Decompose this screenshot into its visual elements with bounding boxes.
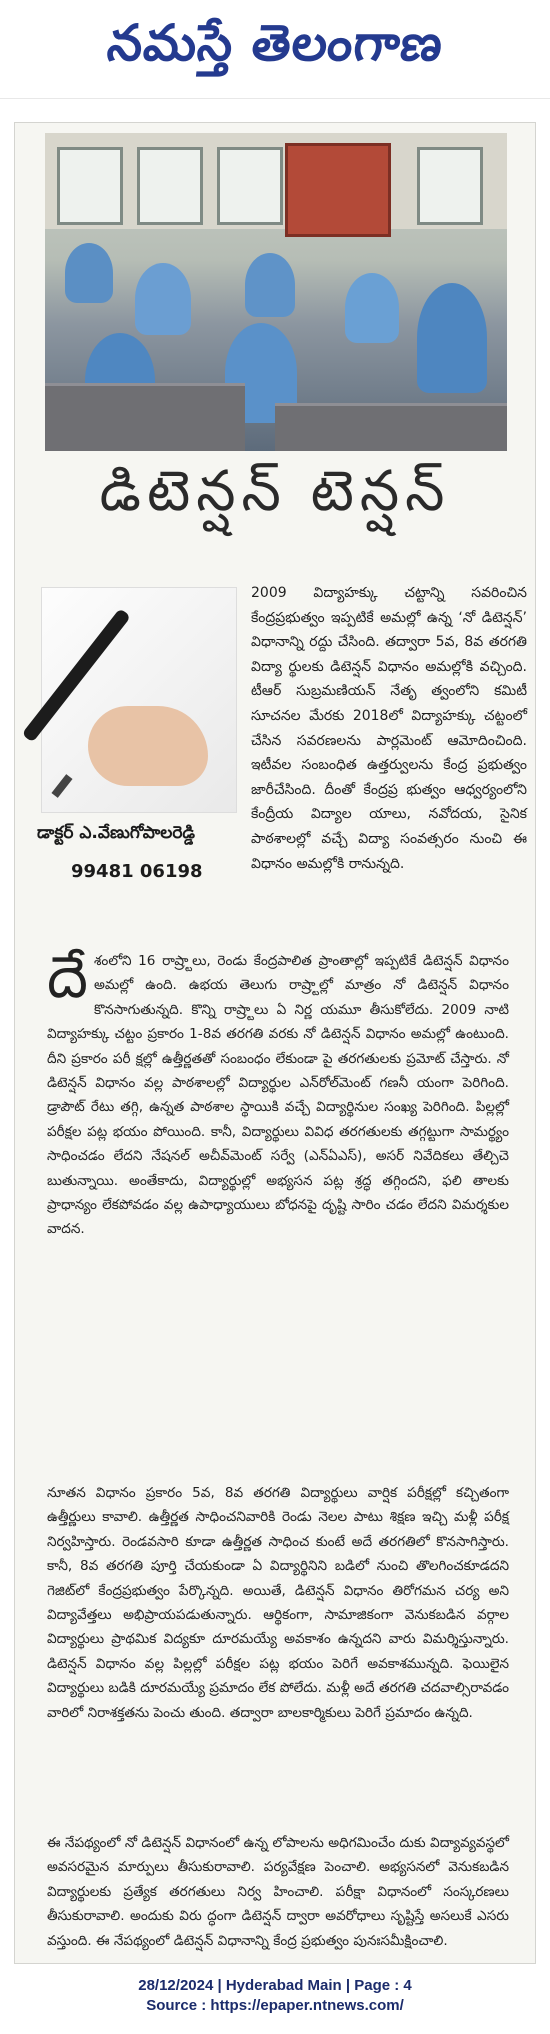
masthead [0, 0, 550, 99]
author-photo [41, 587, 237, 813]
author-name: డాక్టర్ ఎ.వేణుగోపాలరెడ్డి [37, 823, 195, 843]
source-link[interactable]: Source : https://epaper.ntnews.com/ [146, 1997, 404, 2014]
classroom-photo [45, 133, 507, 451]
article-paragraph: నూతన విధానం ప్రకారం 5వ, 8వ తరగతి విద్యార్థులు వార్షిక పరీక్షల్లో కచ్చితంగా ఉత్తీర్ణులు కావాలి. ఉత్తీర్ణత సాధించనివారికి రెండు నెలల పాటు శిక్షణ ఇచ్చి మళ్లీ పరీక్ష నిర్వహిస్తారు. రెండవసారి కూడా ఉత్తీర్ణత సాధించ కుంటే అదే తరగతిలో కొనసాగిస్తారు. కానీ, 8వ తరగతి పూర్తి చేయకుండా ఏ విద్యార్థినిని బడిలో నుంచి తొలగించకూడదని గెజిట్‌లో కేంద్రప్రభుత్వం పేర్కొన్నది. అయితే, డిటెన్షన్ విధానం తిరోగమన చర్య అని విద్యావేత్తలు అభిప్రాయపడుతున్నారు. ఆర్థికంగా, సామాజికంగా వెనుకబడిన వర్గాల విద్యార్థులు ప్రాథమిక విద్యకూ దూరమయ్యే అవకాశం ఉన్నదని వారు విమర్శిస్తున్నారు. డిటెన్షన్ విధానం వల్ల పిల్లల్లో పరీక్షల పట్ల భయం పెరిగే అవకాశమున్నది. ఫెయిలైన విద్యార్థులు బడికి దూరమయ్యే ప్రమాదం లేక పోలేదు. మళ్లీ అదే తరగతి చదవాల్సిరావడం వారిలో నిరాశక్తతను పెంచు తుంది. తద్వారా బాలకార్మికులు పెరిగే ప్రమాదం ఉన్నది. [47, 1485, 509, 1721]
edition-info: 28/12/2024 | Hyderabad Main | Page : 4 [138, 1977, 412, 1994]
drop-cap: దే [47, 943, 88, 1011]
paragraph-text: శంలోని 16 రాష్ర్టాలు, రెండు కేంద్రపాలిత ప్రాంతాల్లో ఇప్పటికే డిటెన్షన్ విధానం అమల్లో ఉంది. ఉభయ తెలుగు రాష్ర్టాల్లో మాత్రం నో డిటెన్షన్ విధానం కొనసాగుతున్నది. కొన్ని రాష్ర్టాలు ఏ నిర్ణ యమూ తీసుకోలేదు. 2009 నాటి విద్యాహక్కు చట్టం ప్రకారం 1-8వ తరగతి వరకు నో డిటెన్షన్ విధానం అమల్లో ఉంటుంది. దీని ప్రకారం పరీ క్షల్లో ఉత్తీర్ణతతో సంబంధం లేకుండా పై తరగతులకు ప్రమోట్ చేస్తారు. నో డిటెన్షన్ విధానం వల్ల పాఠశాలల్లో విద్యార్థుల ఎన్‌రోల్‌మెంట్ గణనీ యంగా పెరిగింది. డ్రాపౌట్ రేటు తగ్గి, ఉన్నత పాఠశాల స్థాయికి వచ్చే విద్యార్థినుల సంఖ్య పెరిగింది. పిల్లల్లో పరీక్షల పట్ల భయం పోయింది. కానీ, విద్యార్థులు వివిధ తరగతులకు తగ్గట్టుగా సామర్థ్యం సాధించడం లేదని నేషనల్ అచీవ్‌మెంట్ సర్వే (ఎన్‌ఏఎస్), అసర్ నివేదికలు తేల్చిచె బుతున్నాయి. అంతేకాదు, విద్యార్థుల్లో అభ్యసన పట్ల శ్రద్ధ తగ్గిందని, ఫలి తాలకు ప్రాధాన్యం లేకపోవడం వల్ల ఉపాధ్యాయులు బోధనపై దృష్టి సారిం చడం లేదని విమర్శకుల వాదన. [47, 953, 509, 1238]
author-phone: 99481 06198 [71, 861, 203, 882]
article-clipping [14, 122, 536, 1964]
article-lede: 2009 విద్యాహక్కు చట్టాన్ని సవరించిన కేంద్రప్రభుత్వం ఇప్పటికే అమల్లో ఉన్న ‘నో డిటెన్షన్’ విధానాన్ని రద్దు చేసింది. తద్వారా 5వ, 8వ తరగతి విద్యా ర్థులకు డిటెన్షన్ విధానం అమల్లోకి వచ్చింది. టీఆర్ సుబ్రమణియన్ నేతృ త్వంలోని కమిటీ సూచనల మేరకు 2018లో విద్యాహక్కు చట్టంలో చేసిన సవరణలను పార్లమెంట్ ఆమోదించింది. ఇటీవల సంబంధిత ఉత్తర్వులను కేంద్ర ప్రభుత్వం జారీచేసింది. దీంతో కేంద్రప్ర భుత్వం ఆధ్వర్యంలోని కేంద్రీయ విద్యాల యాలు, నవోదయ, సైనిక పాఠశాలల్లో వచ్చే విద్యా సంవత్సరం నుంచి ఈ విధానం అమల్లోకి రానున్నది. [251, 585, 527, 872]
article-headline: డిటెన్షన్ టెన్షన్ [99, 459, 451, 524]
article-paragraph [47, 943, 509, 1242]
article-paragraph: ఈ నేపథ్యంలో నో డిటెన్షన్ విధానంలో ఉన్న లోపాలను అధిగమించేం దుకు విద్యావ్యవస్థలో అవసరమైన మార్పులు తీసుకురావాలి. పర్యవేక్షణ పెంచాలి. అభ్యసనలో వెనుకబడిన విద్యార్థులకు ప్రత్యేక తరగతులు నిర్వ హించాలి. పరీక్షా విధానంలో సంస్కరణలు తీసుకురావాలి. అందుకు విరు ద్ధంగా డిటెన్షన్ ద్వారా అవరోధాలు సృష్టిస్తే అసలుకే ఎసరు వస్తుంది. ఈ నేపథ్యంలో డిటెన్షన్ విధానాన్ని కేంద్ర ప్రభుత్వం పునఃసమీక్షించాలి. [47, 1835, 509, 1949]
newspaper-logo: నమస్తే తెలంగాణ [104, 13, 447, 72]
page-footer [0, 1976, 550, 2016]
